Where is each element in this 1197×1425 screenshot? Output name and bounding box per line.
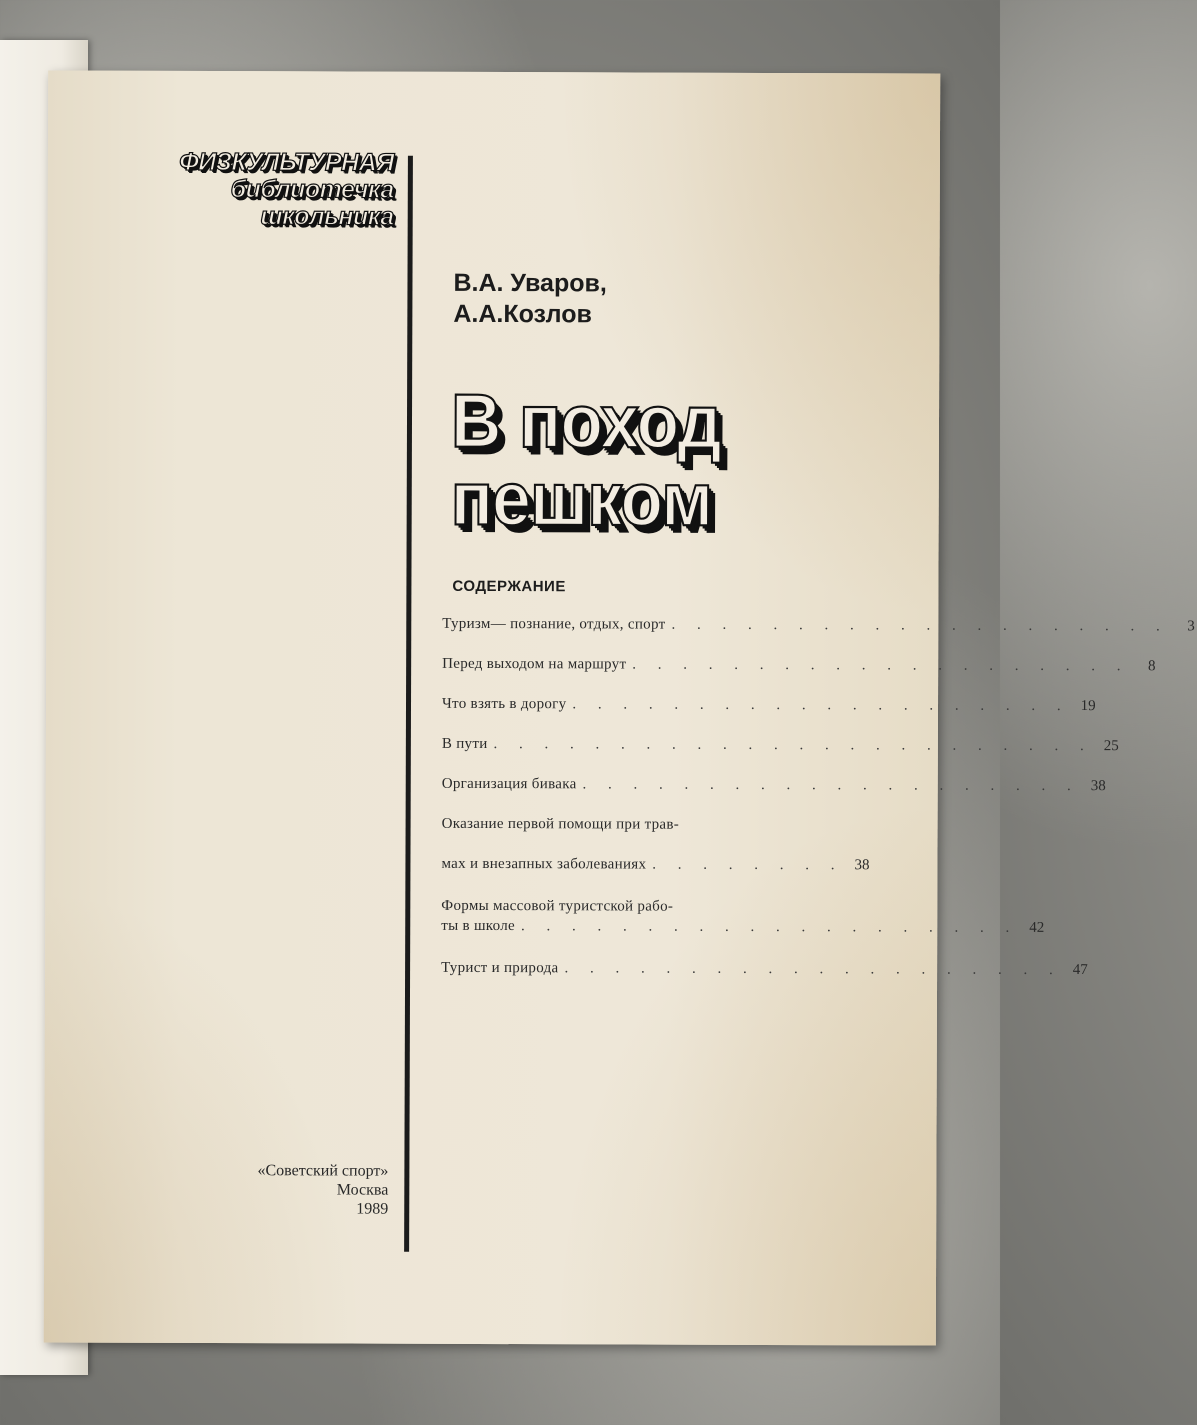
toc-leader-dots: . . . . . . . . . . . . . . . . . . . . [572,696,1070,715]
vertical-divider [404,156,413,1252]
toc-entry [441,735,1119,759]
toc-entry [441,959,1088,983]
contents-heading: СОДЕРЖАНИЕ [452,577,566,596]
authors [453,268,607,331]
toc-leader-dots: . . . . . . . . [652,856,844,874]
toc-entry [441,917,1045,941]
book-title-line: В поход [450,378,721,464]
toc-entry-title: Турист и природа [441,959,559,977]
table-of-contents [441,615,1195,979]
toc-leader-dots: . . . . . . . . . . . . . . . . . . . . [582,776,1080,795]
toc-leader-dots: . . . . . . . . . . . . . . . . . . . . [671,616,1169,635]
toc-entry-title: мах и внезапных заболеваниях [441,855,647,873]
publisher-name: «Советский спорт» [257,1162,389,1180]
toc-entry-page: 38 [1090,778,1106,795]
series-title [179,149,394,231]
title-page [44,70,1195,1345]
toc-entry-title: ты в школе [441,917,516,935]
toc-entry [441,695,1096,719]
toc-entry-title: Что взять в дорогу [441,695,567,713]
toc-entry-page: 19 [1080,698,1096,715]
toc-leader-dots: . . . . . . . . . . . . . . . . . . . . [632,656,1130,675]
author-name: А.А.Козлов [453,299,592,329]
toc-entry-page: 3 [1187,618,1195,635]
series-line: ФИЗКУЛЬТУРНАЯ [179,147,394,177]
toc-entry-title: В пути [441,735,488,752]
toc-entry-page: 42 [1029,919,1045,936]
publisher-city: Москва [336,1181,389,1199]
toc-entry [442,655,1156,679]
toc-leader-dots: . . . . . . . . . . . . . . . . . . . . . . . . [493,736,1093,755]
toc-entry [441,855,870,879]
toc-entry-page: 25 [1103,738,1119,755]
toc-entry-title: Туризм— познание, отдых, спорт [442,615,666,633]
toc-entry-title-line: Оказание первой помощи при трав- [441,815,680,833]
series-line: библиотечка [230,175,394,204]
toc-entry-page: 8 [1148,658,1156,675]
publication-year: 1989 [356,1200,389,1218]
toc-entry [441,775,1106,799]
toc-entry-page: 38 [854,857,870,874]
toc-entry [442,615,1195,639]
toc-entry-page: 47 [1072,962,1088,979]
series-line: школьника [260,202,394,231]
toc-entry-title-line: Формы массовой туристской рабо- [441,897,674,915]
book-title [450,378,721,542]
toc-entry-title: Перед выходом на маршрут [442,655,627,673]
toc-entry-title: Организация бивака [441,775,577,793]
author-name: В.А. Уваров, [453,268,607,298]
publisher-imprint [257,1161,388,1218]
toc-leader-dots: . . . . . . . . . . . . . . . . . . . . [520,918,1019,936]
book-title-line: пешком [450,456,713,542]
toc-leader-dots: . . . . . . . . . . . . . . . . . . . . [564,960,1062,978]
